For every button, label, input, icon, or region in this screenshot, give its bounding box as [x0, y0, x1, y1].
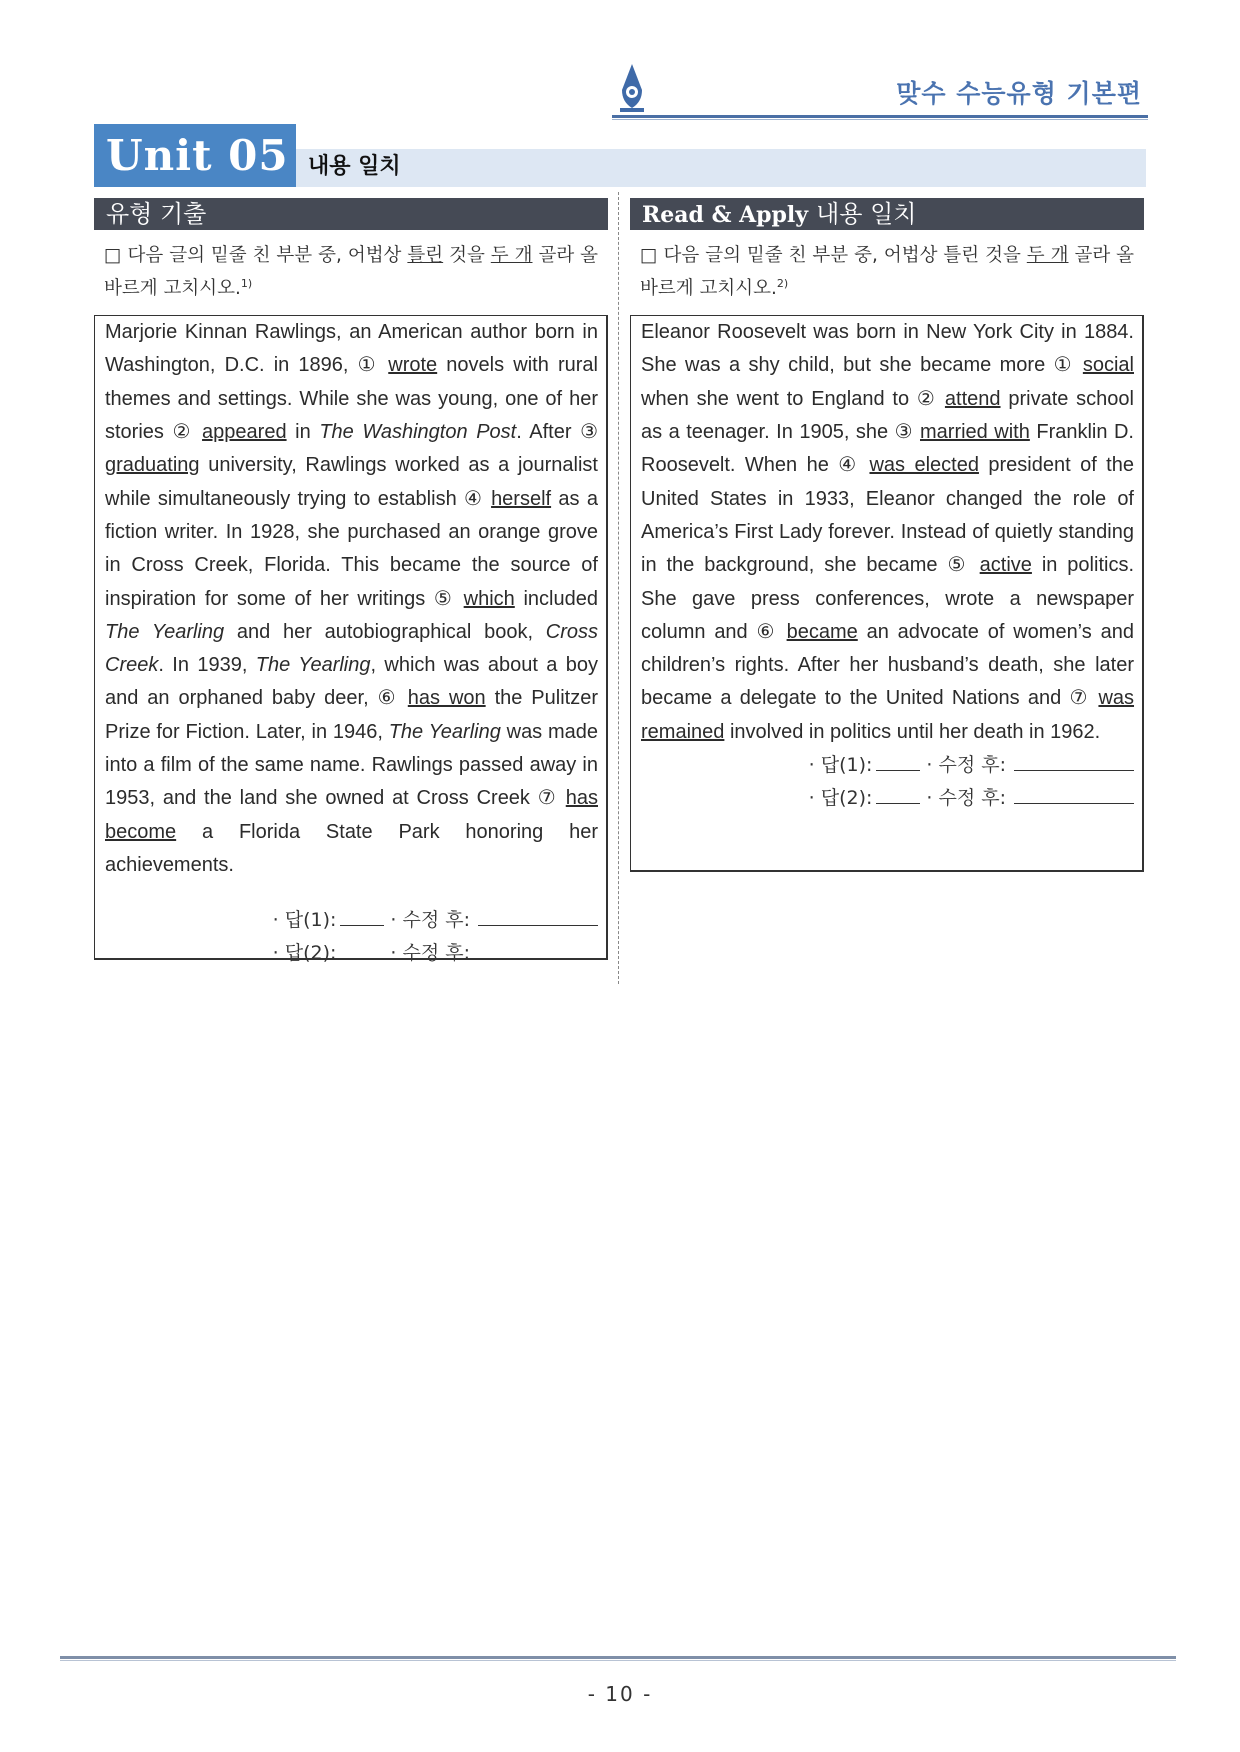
answer-blank[interactable] [340, 904, 384, 926]
marker-5: ⑤ [433, 587, 455, 610]
underlined-5: active [979, 554, 1032, 577]
marker-7: ⑦ [1069, 687, 1091, 710]
marker-7: ⑦ [537, 787, 558, 810]
answer-line-2: · 답(2): · 수정 후: [105, 937, 598, 970]
checkbox-icon: □ [640, 245, 658, 266]
pen-nib-icon [612, 62, 652, 116]
answer-area-right [641, 749, 1134, 815]
passage-box-left [94, 315, 608, 965]
unit-subtitle: 내용 일치 [308, 154, 401, 179]
answer-line-2: · 답(2): · 수정 후: [641, 782, 1134, 815]
instruction-left: □ 다음 글의 밑줄 친 부분 중, 어법상 틀린 것을 두 개 골라 올바르게 고치시오.$^{1)}$ [104, 245, 599, 300]
marker-5: ⑤ [947, 554, 970, 577]
correction-blank[interactable] [1014, 782, 1134, 804]
underlined-6: has won [407, 687, 486, 710]
checkbox-icon: □ [104, 245, 122, 266]
underlined-5: which [463, 587, 515, 610]
underlined-2: appeared [202, 421, 287, 444]
section-title-right: Read & Apply 내용 일치 [630, 198, 1144, 230]
marker-1: ① [1053, 354, 1075, 377]
marker-4: ④ [464, 487, 484, 510]
underlined-4: was elected [869, 454, 979, 477]
underlined-4: herself [491, 487, 552, 510]
marker-6: ⑥ [377, 687, 399, 710]
underlined-3: graduating [105, 454, 200, 477]
page-number: - 10 - [587, 1682, 653, 1706]
answer-area-left [105, 904, 598, 970]
answer-line-1: · 답(1): · 수정 후: [641, 749, 1134, 782]
marker-6: ⑥ [756, 620, 778, 643]
instruction-right: □ 다음 글의 밑줄 친 부분 중, 어법상 틀린 것을 두 개 골라 올바르게 고치시오.$^{2)}$ [640, 245, 1135, 300]
passage-text-right: Eleanor Roosevelt was born in New York City in 1884. She was a shy child, but she became more ① social when she went to England to ② attend private school as a teenager. In 1905, she ③ married with Franklin D. Roosevelt. When he ④ was elected president of the United States in 1933, Eleanor changed the role of America’s First Lady forever. Instead of quietly standing in the background, she became ⑤ active in politics. She gave press conferences, wrote a newspaper column and ⑥ became an advocate of women’s and children’s rights. After her husband’s death, she later became a delegate to the United Nations and ⑦ was remained involved in politics until her death in 1962. [641, 321, 1135, 743]
correction-blank[interactable] [478, 904, 598, 926]
passage-text-left: Marjorie Kinnan Rawlings, an American author born in Washington, D.C. in 1896, ① wrote novels with rural themes and settings. While she was young, one of her stories ② appeared in The Washington Post. After ③ graduating university, Rawlings worked as a journalist while simultaneously trying to establish ④ herself as a fiction writer. In 1928, she purchased an orange grove in Cross Creek, Florida. This became the source of inspiration for some of her writings ⑤ which included The Yearling and her autobiographical book, Cross Creek. In 1939, The Yearling, which was about a boy and an orphaned baby deer, ⑥ has won the Pulitzer Prize for Fiction. Later, in 1946, The Yearling was made into a film of the same name. Rawlings passed away in 1953, and the land she owned at Cross Creek ⑦ has become a Florida State Park honoring her achievements. [105, 321, 599, 876]
underlined-6: became [786, 620, 858, 643]
unit-banner [94, 124, 1146, 187]
header-brand [612, 62, 1148, 118]
passage-box-right [630, 315, 1144, 872]
answer-blank[interactable] [876, 749, 920, 771]
marker-4: ④ [838, 454, 861, 477]
underlined-1: wrote [388, 354, 438, 377]
column-divider [618, 192, 619, 984]
unit-strip [296, 149, 1146, 187]
header-rule [612, 115, 1148, 118]
underlined-3: married with [920, 421, 1030, 444]
marker-2: ② [916, 387, 938, 410]
brand-title: 맞수 수능유형 기본편 [896, 79, 1142, 108]
underlined-7: has become [105, 787, 598, 843]
underlined-2: attend [944, 387, 1001, 410]
marker-3: ③ [894, 421, 914, 444]
underlined-7: was remained [641, 687, 1135, 743]
footer-rule [60, 1656, 1176, 1659]
marker-2: ② [172, 421, 194, 444]
footnote-ref: 2) [776, 277, 789, 290]
unit-label: Unit 05 [94, 124, 296, 187]
footnote-ref: 1) [240, 277, 253, 290]
answer-blank[interactable] [340, 937, 384, 959]
marker-3: ③ [580, 421, 599, 444]
marker-1: ① [357, 354, 380, 377]
underlined-1: social [1082, 354, 1134, 377]
correction-blank[interactable] [1014, 749, 1134, 771]
section-title-left: 유형 기출 [94, 198, 608, 230]
answer-blank[interactable] [876, 782, 920, 804]
left-column [94, 198, 608, 965]
correction-blank[interactable] [478, 937, 598, 959]
right-column [630, 198, 1144, 872]
answer-line-1: · 답(1): · 수정 후: [105, 904, 598, 937]
